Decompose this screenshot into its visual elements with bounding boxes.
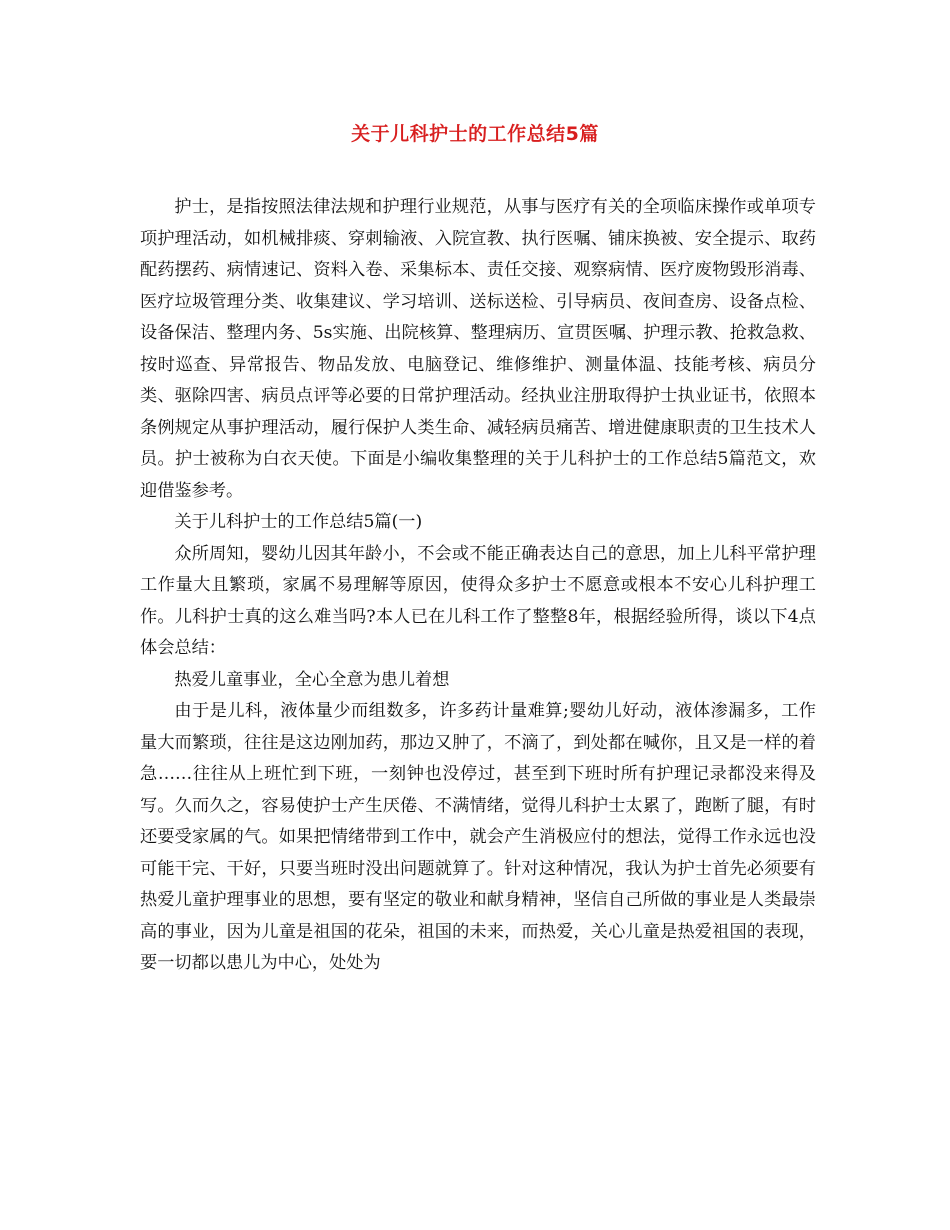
intro-paragraph: 护士，是指按照法律法规和护理行业规范，从事与医疗有关的全项临床操作或单项专项护理活动，如机械排痰、穿刺输液、入院宣教、执行医嘱、铺床换被、安全提示、取药配药摆药、病情速记、资料入卷、采集标本、责任交接、观察病情、医疗废物毁形消毒、医疗垃圾管理分类、收集建议、学习培训、送标送检、引导病员、夜间查房、设备点检、设备保洁、整理内务、5s实施、出院核算、整理病历、宣贯医嘱、护理示教、抢救急救、按时巡查、异常报告、物品发放、电脑登记、维修维护、测量体温、技能考核、病员分类、驱除四害、病员点评等必要的日常护理活动。经执业注册取得护士执业证书，依照本条例规定从事护理活动，履行保护人类生命、减轻病员痛苦、增进健康职责的卫生技术人员。护士被称为白衣天使。下面是小编收集整理的关于儿科护士的工作总结5篇范文，欢迎借鉴参考。 — [140, 197, 816, 501]
document-body — [140, 192, 816, 980]
body-paragraph: 由于是儿科，液体量少而组数多，许多药计量难算;婴幼儿好动，液体渗漏多，工作量大而繁琐，往往是这边刚加药，那边又肿了，不滴了，到处都在喊你，且又是一样的着急……往往从上班忙到下班，一刻钟也没停过，甚至到下班时所有护理记录都没来得及写。久而久之，容易使护士产生厌倦、不满情绪，觉得儿科护士太累了，跑断了腿，有时还要受家属的气。如果把情绪带到工作中，就会产生消极应付的想法，觉得工作永远也没可能干完、干好，只要当班时没出问题就算了。针对这种情况，我认为护士首先必须要有热爱儿童护理事业的思想，要有坚定的敬业和献身精神，坚信自己所做的事业是人类最崇高的事业，因为儿童是祖国的花朵，祖国的未来，而热爱，关心儿童是热爱祖国的表现，要一切都以患儿为中心，处处为 — [140, 701, 816, 973]
subsection-heading: 热爱儿童事业，全心全意为患儿着想 — [174, 669, 450, 690]
document-title: 关于儿科护士的工作总结5篇 — [351, 123, 599, 145]
section-heading: 关于儿科护士的工作总结5篇(一) — [174, 512, 423, 532]
body-paragraph: 众所周知，婴幼儿因其年龄小，不会或不能正确表达自己的意思，加上儿科平常护理工作量大且繁琐，家属不易理解等原因，使得众多护士不愿意或根本不安心儿科护理工作。儿科护士真的这么难当吗?本人已在儿科工作了整整8年，根据经验所得，谈以下4点体会总结： — [140, 543, 816, 658]
